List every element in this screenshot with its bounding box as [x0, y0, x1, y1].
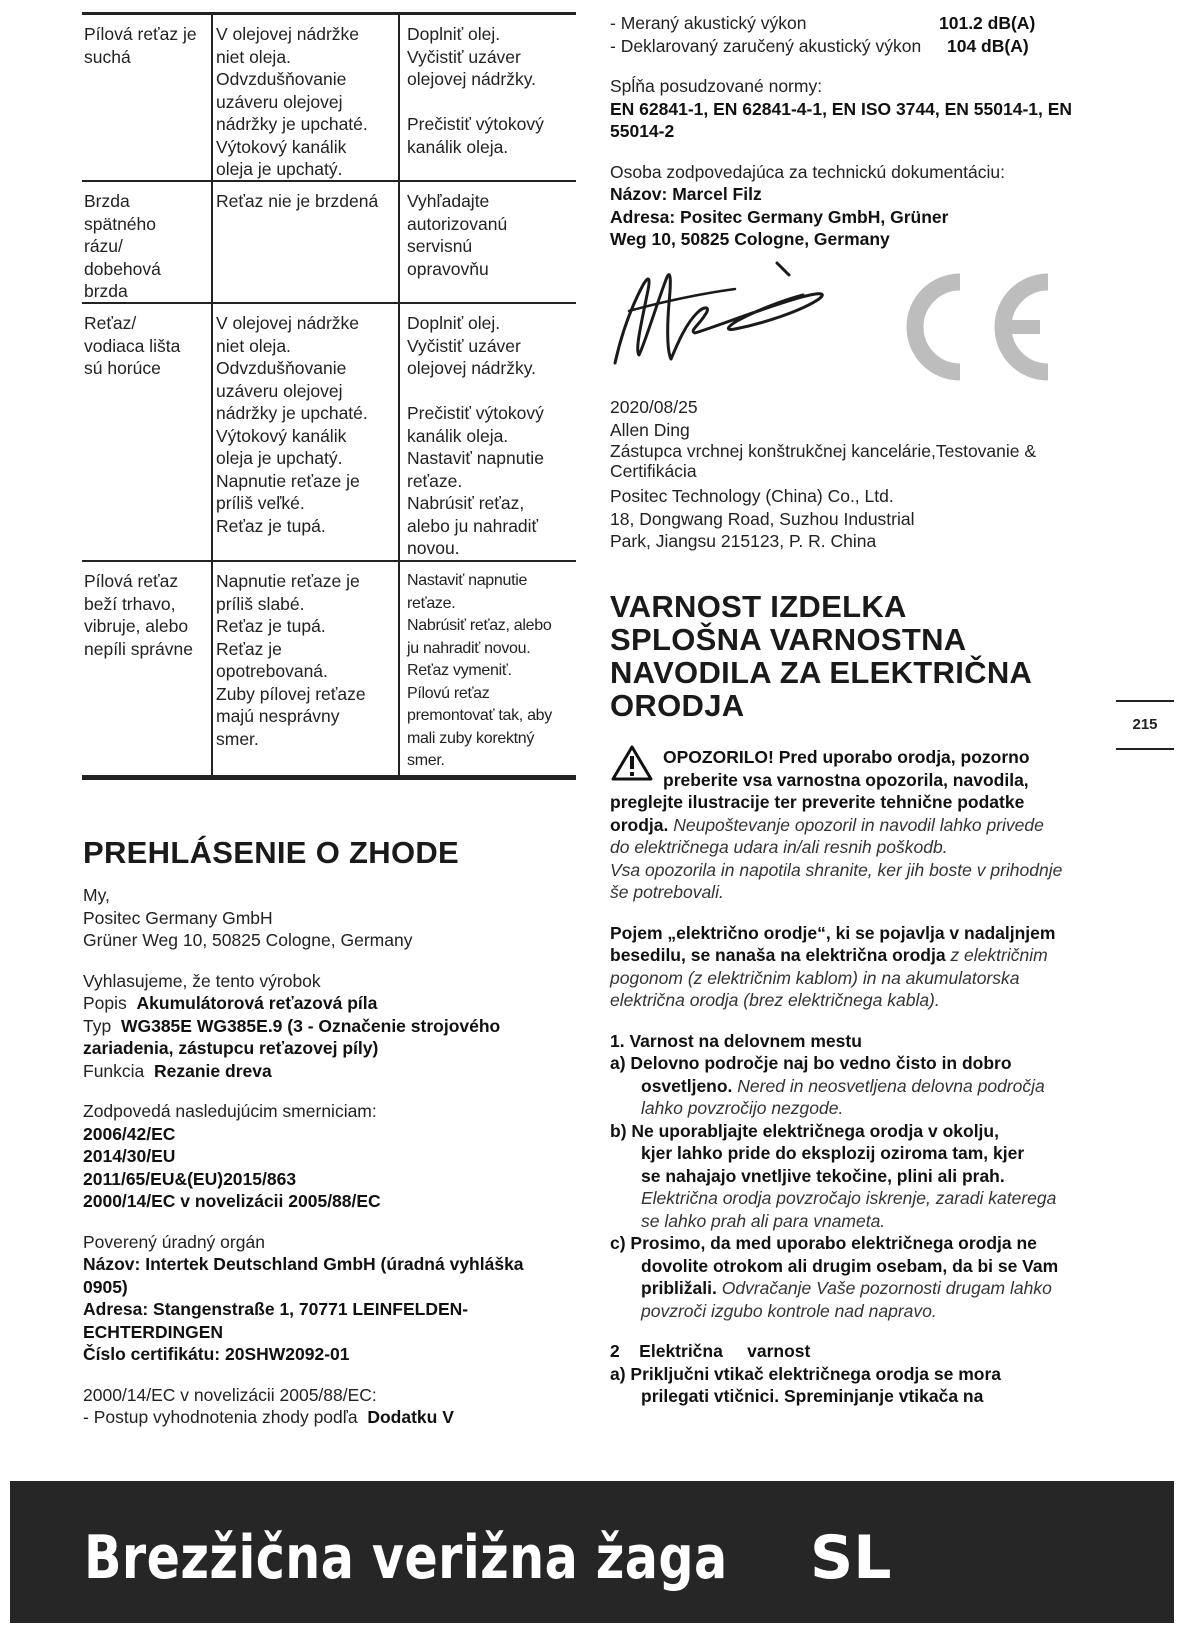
- acoustic-section: [610, 12, 1090, 251]
- cell-line: opravovňu: [407, 258, 489, 279]
- term-definition: besedilu, se nanaša na električna orodja z električnim: [610, 945, 1048, 965]
- measured-power-label: - Meraný akustický výkon: [610, 13, 807, 33]
- directive-item: 2006/42/EC: [83, 1123, 176, 1144]
- cell-line: nádržky je upchaté.: [216, 403, 368, 423]
- notified-body-certificate: Číslo certifikátu: 20SHW2092-01: [83, 1344, 350, 1364]
- cell-line: brzda: [84, 281, 128, 301]
- section-1c: dovolite otrokom ali drugim osebam, da bi se Vam: [641, 1255, 1059, 1276]
- declaration-section: [83, 836, 459, 869]
- troubleshooting-table: [82, 12, 576, 780]
- cell-line: Prečistiť výtokový: [407, 114, 544, 134]
- cell-line: Pílová reťaz: [84, 571, 179, 591]
- cell-line: olejovej nádržky.: [407, 358, 537, 378]
- cell-line: Doplniť olej.: [407, 313, 501, 333]
- cell-line: Vyčistiť uzáver: [407, 46, 521, 67]
- declaration-function: Funkcia Rezanie dreva: [83, 1060, 272, 1081]
- notified-body-label: Poverený úradný orgán: [83, 1231, 265, 1252]
- cell-line: nepíli správne: [84, 638, 193, 659]
- column-divider: [211, 562, 213, 775]
- cell-line: V olejovej nádržke: [216, 313, 359, 333]
- cell-line: Prečistiť výtokový: [407, 403, 544, 423]
- declaration-heading: PREHLÁSENIE O ZHODE: [83, 835, 460, 870]
- cell-line: niet oleja.: [216, 46, 291, 67]
- cell-line: Vyhľadajte: [407, 191, 490, 211]
- cell-line: nádržky je upchaté.: [216, 114, 368, 134]
- declaration-type-cont: zariadenia, zástupcu reťazovej píly): [83, 1038, 379, 1058]
- term-definition: električna orodja (brez električnega kabla).: [610, 990, 940, 1010]
- cell-line: príliš veľké.: [216, 493, 305, 513]
- cell-line: suchá: [84, 46, 131, 67]
- cell-line: uzáveru olejovej: [216, 380, 343, 401]
- cell-line: príliš slabé.: [216, 593, 305, 614]
- signatory-company-address-cont: Park, Jiangsu 215123, P. R. China: [610, 531, 877, 551]
- standards-list-cont: 55014-2: [610, 121, 675, 141]
- signatory-name: Allen Ding: [610, 419, 690, 440]
- warning-line: OPOZORILO! Pred uporabo orodja, pozorno: [663, 747, 1030, 767]
- section-1c: povzroči izgubo kontrole nad napravo.: [641, 1300, 937, 1321]
- section-1b: se nahajajo vnetljive tekočine, plini ali prah.: [641, 1165, 1005, 1186]
- footer-title: Brezžična verižna žaga: [84, 1523, 728, 1593]
- cell-line: V olejovej nádržke: [216, 24, 359, 44]
- table-cell-problem: [84, 190, 208, 303]
- notified-body-address: Adresa: Stangenstraße 1, 70771 LEINFELDEN-: [83, 1299, 469, 1319]
- cell-line: novou.: [407, 538, 460, 558]
- safety-heading-line-2: SPLOŠNA VARNOSTNA: [610, 622, 967, 657]
- cell-line: uzáveru olejovej: [216, 91, 343, 112]
- tech-doc-address: Adresa: Positec Germany GmbH, Grüner: [610, 206, 949, 227]
- cell-line: Reťaz vymeniť.: [407, 662, 512, 679]
- cell-line: [407, 380, 572, 403]
- cell-line: Zuby pílovej reťaze: [216, 683, 366, 704]
- cell-line: ju nahradiť novou.: [407, 639, 531, 657]
- section-1b: Električna orodja povzročajo iskrenje, zaradi katerega: [641, 1188, 1057, 1208]
- ce-mark: [890, 270, 1060, 385]
- signatory-company-address: 18, Dongwang Road, Suzhou Industrial: [610, 508, 915, 529]
- table-cell-cause: [216, 570, 402, 750]
- section-2-title: 2 Električna varnost: [610, 1341, 811, 1361]
- cell-line: Odvzdušňovanie: [216, 358, 347, 378]
- column-divider: [211, 304, 213, 560]
- cell-line: niet oleja.: [216, 335, 291, 356]
- section-1a: osvetljeno. Nered in neosvetljena delovna področja: [641, 1075, 1045, 1096]
- table-cell-cause: [216, 190, 402, 213]
- procedure-directive: 2000/14/EC v novelizácii 2005/88/EC:: [83, 1384, 377, 1405]
- section-1b: kjer lahko pride do eksplozij oziroma tam, kjer: [641, 1143, 1025, 1163]
- warning-line: orodja. Neupoštevanje opozoril in navodil lahko privede: [610, 814, 1044, 835]
- footer-bar: [10, 1481, 1174, 1623]
- notified-body-address-cont: ECHTERDINGEN: [83, 1321, 224, 1342]
- signature-image: [605, 255, 855, 375]
- guaranteed-power-label: - Deklarovaný zaručený akustický výkon: [610, 35, 922, 56]
- declaration-complies: Zodpovedá nasledujúcim smerniciam:: [83, 1101, 377, 1121]
- cell-line: Reťaz je: [216, 638, 282, 659]
- warning-line: še potrebovali.: [610, 882, 724, 902]
- table-cell-remedy: [407, 312, 572, 560]
- cell-line: sú horúce: [84, 358, 161, 378]
- safety-heading-line-3: NAVODILA ZA ELEKTRIČNA: [610, 655, 1033, 690]
- cell-line: Reťaz/: [84, 313, 137, 333]
- warning-line: preberite vsa varnostna opozorila, navodila,: [663, 769, 1029, 790]
- declaration-type: Typ WG385E WG385E.9 (3 - Označenie strojového: [83, 1015, 501, 1036]
- warning-line: do električnega udara in/ali resnih poškodb.: [610, 837, 948, 857]
- column-divider: [211, 182, 213, 302]
- section-1c: približali. Odvračanje Vaše pozornosti drugam lahko: [641, 1278, 1052, 1298]
- table-cell-remedy: [407, 190, 572, 280]
- notified-body-name-cont: 0905): [83, 1276, 128, 1297]
- measured-power-value: 101.2 dB(A): [939, 13, 1036, 33]
- warning-line: Vsa opozorila in napotila shranite, ker jih boste v prihodnje: [610, 859, 1063, 880]
- directive-item: 2014/30/EU: [83, 1146, 176, 1166]
- table-cell-problem: [84, 312, 208, 380]
- tech-doc-name: Názov: Marcel Filz: [610, 184, 762, 204]
- table-cell-remedy: [407, 570, 572, 773]
- section-1a: lahko povzročijo nezgode.: [641, 1098, 844, 1118]
- procedure-annex: - Postup vyhodnotenia zhody podľa Dodatku V: [83, 1407, 454, 1427]
- warning-line: preglejte ilustracije ter preverite tehnične podatke: [610, 792, 1025, 812]
- cell-line: oleja je upchatý.: [216, 448, 343, 468]
- table-cell-cause: [216, 312, 402, 537]
- table-row: [82, 562, 576, 780]
- section-2a: prilegati vtičnici. Spreminjanje vtikača na: [641, 1386, 984, 1406]
- notified-body-name: Názov: Intertek Deutschland GmbH (úradná vyhláška: [83, 1254, 524, 1274]
- cell-line: Nabrúsiť reťaz, alebo: [407, 617, 552, 634]
- cell-line: Napnutie reťaze je: [216, 571, 360, 591]
- cell-line: reťaze.: [407, 594, 456, 612]
- declaration-desc: Popis Akumulátorová reťazová píla: [83, 993, 378, 1013]
- section-1c: c) Prosimo, da med uporabo električnega orodja ne: [610, 1233, 1037, 1253]
- cell-line: Nabrúsiť reťaz,: [407, 493, 525, 513]
- cell-line: Reťaz nie je brzdená: [216, 191, 379, 211]
- cell-line: [407, 91, 572, 114]
- cell-line: Odvzdušňovanie: [216, 69, 347, 89]
- cell-line: Brzda: [84, 191, 130, 211]
- cell-line: vibruje, alebo: [84, 616, 189, 636]
- cell-line: Vyčistiť uzáver: [407, 335, 521, 356]
- directive-list: [83, 1123, 524, 1213]
- signatory-block: [610, 396, 1090, 553]
- page-number: 215: [1132, 716, 1158, 733]
- signatory-company: Positec Technology (China) Co., Ltd.: [610, 486, 894, 506]
- declaration-body: [83, 884, 524, 1429]
- cell-line: kanálik oleja.: [407, 425, 509, 446]
- section-1b: se lahko prah ali para vnameta.: [641, 1210, 886, 1231]
- cell-line: opotrebovaná.: [216, 661, 328, 681]
- cell-line: majú nesprávny: [216, 706, 340, 726]
- tech-doc-label: Osoba zodpovedajúca za technickú dokumentáciu:: [610, 161, 1005, 182]
- table-cell-problem: [84, 570, 208, 660]
- cell-line: dobehová: [84, 258, 161, 279]
- cell-line: reťaze.: [407, 470, 463, 491]
- cell-line: Reťaz je tupá.: [216, 515, 326, 536]
- cell-line: oleja je upchatý.: [216, 159, 343, 179]
- column-divider: [211, 15, 213, 180]
- cell-line: Reťaz je tupá.: [216, 616, 326, 636]
- cell-line: Pílovú reťaz: [407, 684, 490, 702]
- cell-line: olejovej nádržky.: [407, 69, 537, 89]
- section-1b: b) Ne uporabljajte električnega orodja v okolju,: [610, 1120, 999, 1141]
- term-definition: pogonom (z električnim kablom) in na akumulatorska: [610, 967, 1020, 988]
- directive-item: 2011/65/EU&(EU)2015/863: [83, 1168, 297, 1189]
- table-row: [82, 304, 576, 562]
- cell-line: Napnutie reťaze je: [216, 470, 360, 491]
- declaration-we: My,: [83, 885, 110, 905]
- page-number-box: [1116, 700, 1174, 750]
- cell-line: vodiaca lišta: [84, 335, 181, 356]
- standards-list: EN 62841-1, EN 62841-4-1, EN ISO 3744, EN 55014-1, EN: [610, 98, 1073, 119]
- table-cell-cause: [216, 23, 402, 181]
- warning-block: [610, 746, 1110, 1408]
- cell-line: Pílová reťaz je: [84, 24, 197, 44]
- tech-doc-address-cont: Weg 10, 50825 Cologne, Germany: [610, 229, 890, 249]
- cell-line: Výtokový kanálik: [216, 136, 347, 157]
- signature-date: 2020/08/25: [610, 397, 698, 417]
- cell-line: kanálik oleja.: [407, 136, 509, 157]
- cell-line: smer.: [216, 728, 259, 749]
- section-2a: a) Priključni vtikač električnega orodja se mora: [610, 1363, 1001, 1384]
- cell-line: smer.: [407, 752, 445, 769]
- standards-label: Spĺňa posudzované normy:: [610, 76, 823, 96]
- cell-line: premontovať tak, aby: [407, 707, 552, 724]
- table-row: [82, 15, 576, 182]
- table-row: [82, 182, 576, 304]
- cell-line: autorizovanú: [407, 213, 508, 234]
- declaration-company: Positec Germany GmbH: [83, 907, 273, 928]
- safety-heading: [610, 590, 1032, 722]
- section-1-title: 1. Varnost na delovnem mestu: [610, 1030, 862, 1051]
- cell-line: beží trhavo,: [84, 593, 176, 614]
- cell-line: Doplniť olej.: [407, 24, 501, 44]
- safety-heading-line-4: ORODJA: [610, 688, 745, 723]
- signatory-role-cont: Certifikácia: [610, 461, 697, 481]
- declaration-address: Grüner Weg 10, 50825 Cologne, Germany: [83, 930, 413, 950]
- declaration-declare: Vyhlasujeme, že tento výrobok: [83, 970, 321, 991]
- safety-heading-line-1: VARNOST IZDELKA: [610, 589, 907, 624]
- directive-item: 2000/14/EC v novelizácii 2005/88/EC: [83, 1191, 381, 1211]
- term-definition: Pojem „električno orodje“, ki se pojavlja v nadaljnjem: [610, 922, 1056, 943]
- signatory-role: Zástupca vrchnej konštrukčnej kancelárie,Testovanie &: [610, 441, 1037, 461]
- table-cell-problem: [84, 23, 208, 68]
- guaranteed-power-value: 104 dB(A): [947, 35, 1029, 56]
- cell-line: Nastaviť napnutie: [407, 572, 528, 589]
- cell-line: spätného: [84, 213, 157, 234]
- cell-line: alebo ju nahradiť: [407, 515, 539, 536]
- section-1a: a) Delovno področje naj bo vedno čisto in dobro: [610, 1053, 1012, 1073]
- cell-line: mali zuby korektný: [407, 729, 535, 747]
- cell-line: rázu/: [84, 236, 123, 256]
- table-cell-remedy: [407, 23, 572, 158]
- cell-line: Nastaviť napnutie: [407, 448, 544, 468]
- cell-line: Výtokový kanálik: [216, 425, 347, 446]
- footer-language: SL: [810, 1523, 892, 1593]
- cell-line: servisnú: [407, 236, 473, 256]
